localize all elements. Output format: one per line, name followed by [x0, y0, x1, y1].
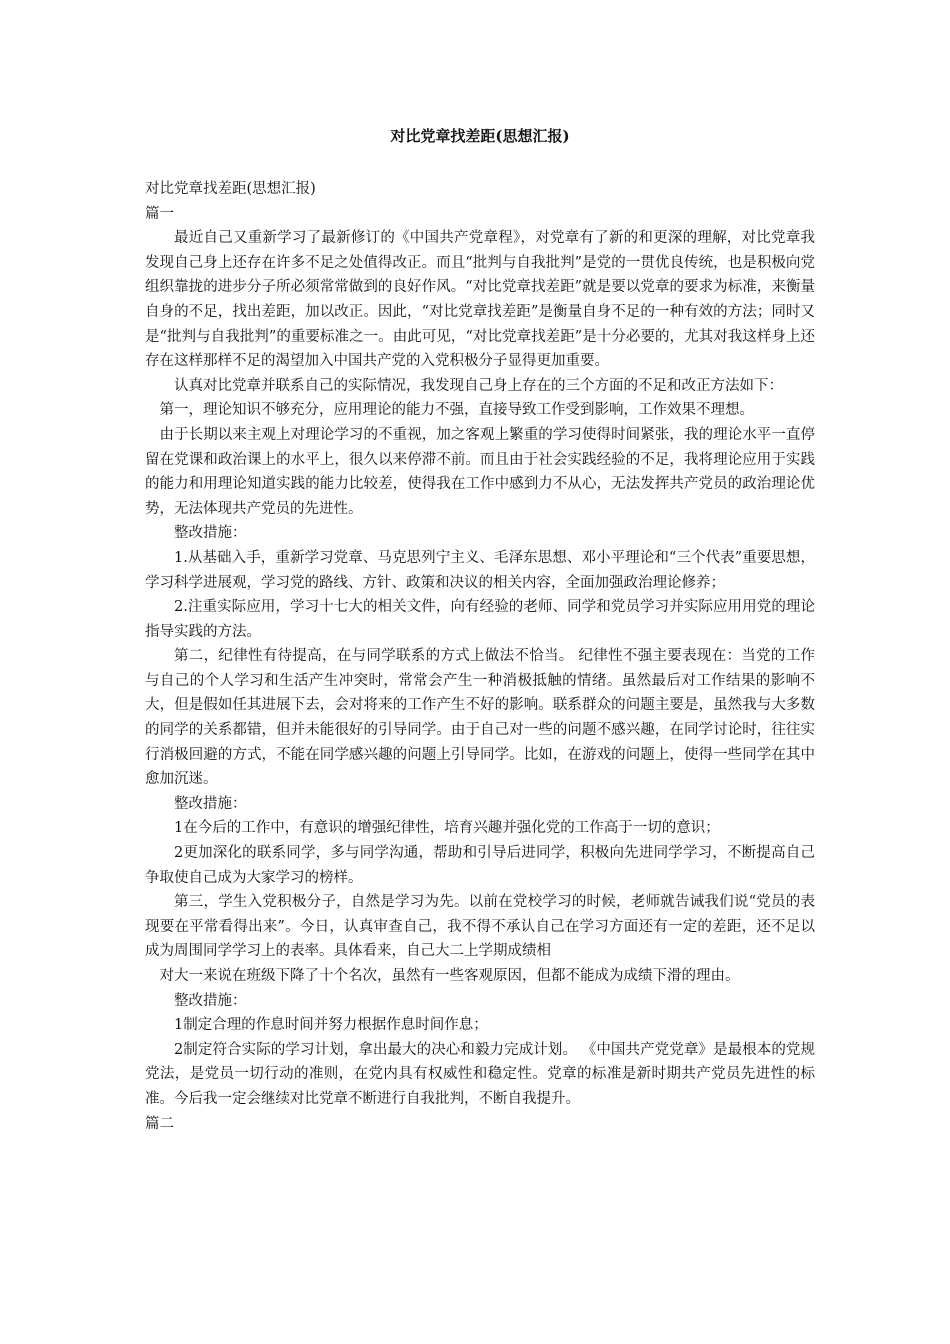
paragraph: 1.从基础入手，重新学习党章、马克思列宁主义、毛泽东思想、邓小平理论和“三个代表”重要思想，学习科学进展观，学习党的路线、方针、政策和决议的相关内容，全面加强政治理论修养；	[145, 549, 816, 591]
paragraph: 最近自己又重新学习了最新修订的《中国共产党章程》，对党章有了新的和更深的理解，对比党章我发现自己身上还存在许多不足之处值得改正。而且“批判与自我批判”是党的一贯优良传统，也是积极向党组织靠拢的进步分子所必须常常做到的良好作风。“对比党章找差距”就是要以党章的要求为标准，来衡量自身的不足，找出差距，加以改正。因此，“对比党章找差距”是衡量自身不足的一种有效的方法；同时又是“批判与自我批判”的重要标准之一。由此可见，“对比党章找差距”是十分必要的，尤其对我这样身上还存在这样那样不足的渴望加入中国共产党的入党积极分子显得更加重要。	[145, 230, 815, 370]
paragraph: 认真对比党章并联系自己的实际情况，我发现自己身上存在的三个方面的不足和改正方法如下：	[174, 377, 783, 394]
paragraph: 整改措施：	[174, 795, 247, 812]
paragraph: 第三，学生入党积极分子，自然是学习为先。以前在党校学习的时候，老师就告诫我们说“党员的表现要在平常看得出来”。今日，认真审查自己，我不得不承认自己在学习方面还有一定的差距，还不足以成为周围同学学习上的表率。具体看来，自己大二上学期成绩相	[145, 894, 815, 960]
paragraph: 第二，纪律性有待提高，在与同学联系的方式上做法不恰当。 纪律性不强主要表现在：当党的工作与自己的个人学习和生活产生冲突时，常常会产生一种消极抵触的情绪。虽然最后对工作结果的影响不大，但是假如任其进展下去，会对将来的工作产生不好的影响。联系群众的问题主要是，虽然我与大多数的同学的关系都错，但并未能很好的引导同学。由于自己对一些的问题不感兴趣，在同学讨论时，往往实行消极回避的方式，不能在同学感兴趣的问题上引导同学。比如，在游戏的问题上，使得一些同学在其中愈加沉迷。	[145, 648, 815, 788]
paragraph: 整改措施：	[174, 992, 247, 1009]
paragraph: 对大一来说在班级下降了十个名次，虽然有一些客观原因，但都不能成为成绩下滑的理由。	[159, 968, 740, 984]
section-heading: 篇二	[145, 1115, 174, 1132]
paragraph: 对比党章找差距(思想汇报)	[145, 181, 316, 197]
paragraph: 第一，理论知识不够充分，应用理论的能力不强，直接导致工作受到影响，工作效果不理想。	[159, 402, 754, 419]
paragraph: 整改措施：	[174, 525, 247, 542]
paragraph: 由于长期以来主观上对理论学习的不重视，加之客观上繁重的学习使得时间紧张，我的理论水平一直停留在党课和政治课上的水平上，很久以来停滞不前。而且由于社会实践经验的不足，我将理论应用于实践的能力和用理论知道实践的能力比较差，使得我在工作中感到力不从心，无法发挥共产党员的政治理论优势，无法体现共产党员的先进性。	[145, 426, 815, 517]
paragraph: 2更加深化的联系同学，多与同学沟通，帮助和引导后进同学，积极向先进同学学习，不断提高自己争取使自己成为大家学习的榜样。	[145, 845, 815, 886]
paragraph: 1在今后的工作中，有意识的增强纪律性，培育兴趣并强化党的工作高于一切的意识；	[174, 820, 720, 837]
paragraph: 2制定符合实际的学习计划，拿出最大的决心和毅力完成计划。 《中国共产党党章》是最根本的党规党法，是党员一切行动的准则，在党内具有权威性和稳定性。党章的标准是新时期共产党员先进性的标准。今后我一定会继续对比党章不断进行自我批判，不断自我提升。	[145, 1041, 815, 1107]
section-heading: 篇一	[145, 205, 174, 222]
document-body	[145, 177, 815, 1136]
paragraph: 2.注重实际应用，学习十七大的相关文件，向有经验的老师、同学和党员学习并实际应用用党的理论指导实践的方法。	[145, 599, 815, 640]
paragraph: 1制定合理的作息时间并努力根据作息时间作息；	[174, 1017, 488, 1034]
document-title: 对比党章找差距(思想汇报)	[390, 127, 570, 145]
